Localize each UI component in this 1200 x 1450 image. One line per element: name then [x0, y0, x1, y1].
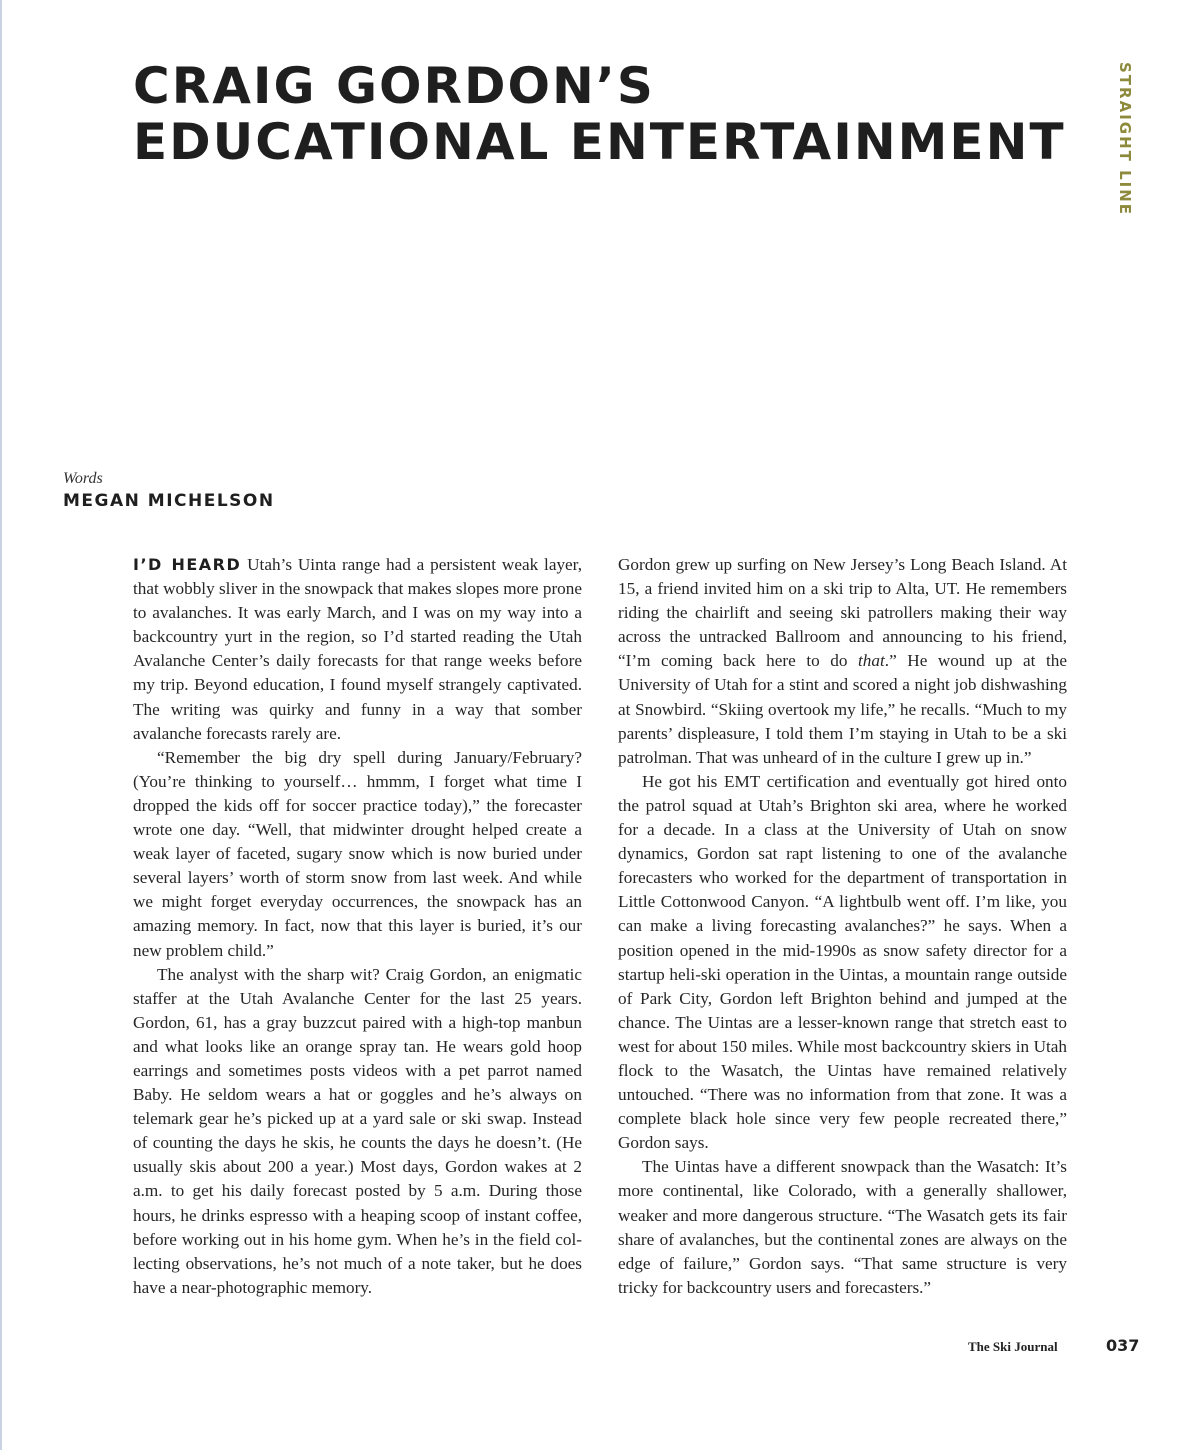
page-number: 037	[1106, 1336, 1140, 1355]
paragraph-4	[618, 553, 1067, 770]
paragraph-1	[133, 553, 582, 746]
publication-name: The Ski Journal	[968, 1339, 1058, 1354]
body-column-right	[618, 553, 1067, 1300]
paragraph-5: He got his EMT certification and eventually got hired onto the patrol squad at Utah’s Brighton ski area, where he worked for a decade. In a class at the University of Utah on snow dynamics, Gordon sat rapt listening to one of the avalanche forecasters who worked for the department of transportation in Little Cottonwood Canyon. “A lightbulb went off. I’m like, you can make a living forecasting avalanches?” he says. When a position opened in the mid-1990s as snow safety director for a startup heli-ski operation in the Uintas, a mountain range outside of Park City, Gordon left Brighton behind and jumped at the chance. The Uintas are a lesser-known range that stretch east to west for about 150 miles. While most backcountry skiers in Utah flock to the Wasatch, the Uintas have remained relatively untouched. “There was no information from that zone. It was a complete black hole since very few people recreated there,” Gordon says.	[618, 771, 1067, 1153]
page-edge	[0, 0, 2, 1450]
paragraph-3: The analyst with the sharp wit? Craig Gordon, an enigmatic staffer at the Utah Avalanche Center for the last 25 years. Gordon, 61, has a gray buzzcut paired with a high-top manbun and what looks like an orange spray tan. He wears gold hoop earrings and sometimes posts videos with a pet parrot named Baby. He seldom wears a hat or goggles and he’s always on telemark gear he’s picked up at a yard sale or ski swap. Instead of counting the days he skis, he counts the days he doesn’t. (He usually skis about 200 a year.) Most days, Gordon wakes at 2 a.m. to get his daily forecast posted by 5 a.m. During those hours, he drinks espresso with a heaping scoop of instant coffee, before working out in his home gym. When he’s in the field collecting observations, he’s not much of a note taker, but he does have a near-photographic memory.	[133, 964, 582, 1297]
paragraph-2: “Remember the big dry spell during January/February? (You’re thinking to yourself… hmmm, I forget what time I dropped the kids off for soccer practice today),” the forecaster wrote one day. “Well, that midwinter drought helped create a weak layer of faceted, sugary snow which is now buried under several layers’ worth of storm snow from last week. And while we might forget everyday occurrences, the snowpack has an amazing memory. In fact, now that this layer is buried, it’s our new problem child.”	[133, 747, 582, 960]
paragraph-1-text: Utah’s Uinta range had a persistent weak layer, that wobbly sliver in the snowpack that makes slopes more prone to avalanches. It was early March, and I was on my way into a backcountry yurt in the region, so I’d started reading the Utah Avalanche Center’s daily forecasts for that range weeks before my trip. Beyond education, I found myself strangely captivated. The writing was quirky and funny in a way that somber avalanche forecasts rarely are.	[133, 555, 583, 743]
section-tag: STRAIGHT LINE	[1116, 62, 1134, 217]
lead-in: I’D HEARD	[133, 555, 242, 574]
paragraph-4-text-b: .” He wound up at the University of Utah for a stint and scored a night job dishwashing at Snowbird. “Skiing overtook my life,” he recalls. “Much to my parents’ displeasure, I told them I’m staying in Utah to be a ski patrolman. That was unheard of in the culture I grew up in.”	[618, 651, 1068, 767]
paragraph-4-emphasis: that	[858, 651, 885, 671]
title-line-2: EDUCATIONAL ENTERTAINMENT	[133, 113, 1066, 171]
paragraph-4-text-a: Gordon grew up surfing on New Jersey’s Long Beach Island. At 15, a friend invited him on a ski trip to Alta, UT. He remembers riding the chairlift and seeing ski patrollers making their way across the untracked Ballroom and announcing to his friend, “I’m coming back here to do	[618, 555, 1067, 671]
byline-name: MEGAN MICHELSON	[63, 491, 275, 511]
article-title	[133, 58, 1066, 170]
byline-label: Words	[63, 470, 103, 487]
title-line-1: CRAIG GORDON’S	[133, 57, 655, 115]
paragraph-6: The Uintas have a different snowpack than the Wasatch: It’s more continental, like Colorado, with a generally shallower, weaker and more dangerous structure. “The Wasatch gets its fair share of avalanches, but the continental zones are always on the edge of failure,” Gordon says. “That same structure is very tricky for backcountry users and forecasters.”	[618, 1157, 1067, 1297]
body-column-left	[133, 553, 582, 1300]
